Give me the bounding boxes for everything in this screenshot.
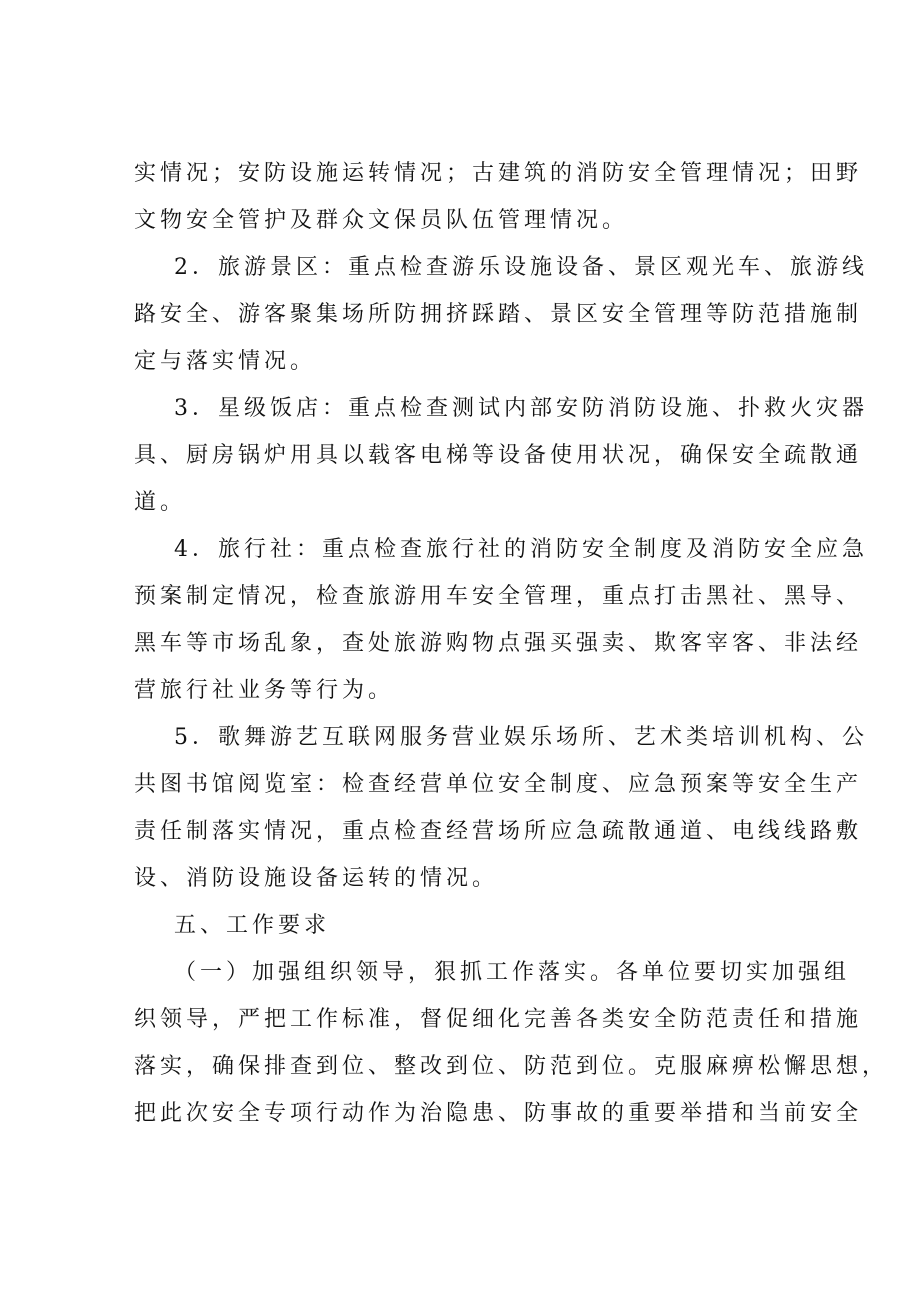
body-line: 责任制落实情况，重点检查经营场所应急疏散通道、电线线路敷 bbox=[134, 819, 863, 844]
body-line: 文物安全管护及群众文保员队伍管理情况。 bbox=[134, 208, 629, 233]
list-item-3-line: 3．星级饭店：重点检查测试内部安防消防设施、扑救火灾器 bbox=[174, 396, 868, 421]
body-line: 落实，确保排查到位、整改到位、防范到位。克服麻痹松懈思想， bbox=[134, 1054, 889, 1079]
body-line: 黑车等市场乱象，查处旅游购物点强买强卖、欺客宰客、非法经 bbox=[134, 631, 863, 656]
body-line: 营旅行社业务等行为。 bbox=[134, 678, 395, 703]
body-line: 共图书馆阅览室：检查经营单位安全制度、应急预案等安全生产 bbox=[134, 772, 863, 797]
list-item-5-line: 5．歌舞游艺互联网服务营业娱乐场所、艺术类培训机构、公 bbox=[174, 725, 868, 750]
body-line: 预案制定情况，检查旅游用车安全管理，重点打击黑社、黑导、 bbox=[134, 584, 863, 609]
body-line: 定与落实情况。 bbox=[134, 349, 317, 374]
body-line: 路安全、游客聚集场所防拥挤踩踏、景区安全管理等防范措施制 bbox=[134, 302, 863, 327]
body-line: 设、消防设施设备运转的情况。 bbox=[134, 866, 499, 891]
document-body bbox=[134, 150, 889, 1137]
body-line: 实情况；安防设施运转情况；古建筑的消防安全管理情况；田野 bbox=[134, 161, 863, 186]
body-line: 把此次安全专项行动作为治隐患、防事故的重要举措和当前安全 bbox=[134, 1101, 863, 1126]
subsection-line: （一）加强组织领导，狠抓工作落实。各单位要切实加强组 bbox=[174, 960, 851, 985]
section-heading: 五、工作要求 bbox=[174, 913, 331, 938]
body-line: 具、厨房锅炉用具以载客电梯等设备使用状况，确保安全疏散通 bbox=[134, 443, 863, 468]
list-item-2-line: 2．旅游景区：重点检查游乐设施设备、景区观光车、旅游线 bbox=[174, 255, 868, 280]
list-item-4-line: 4．旅行社：重点检查旅行社的消防安全制度及消防安全应急 bbox=[174, 537, 868, 562]
body-line: 织领导，严把工作标准，督促细化完善各类安全防范责任和措施 bbox=[134, 1007, 863, 1032]
body-line: 道。 bbox=[134, 490, 187, 515]
